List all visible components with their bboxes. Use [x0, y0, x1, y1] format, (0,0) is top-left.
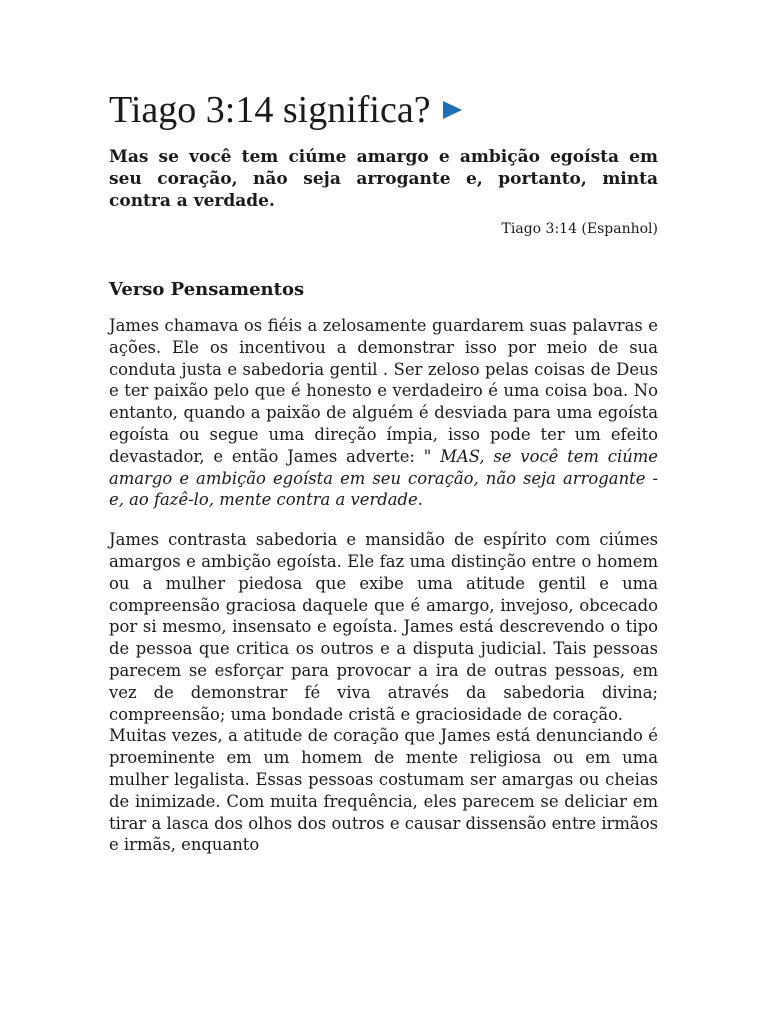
verse-reference: Tiago 3:14 (Espanhol): [501, 221, 658, 237]
verse-text: Mas se você tem ciúme amargo e ambição egoísta em seu coração, não seja arrogante e, portanto, minta contra a verdade.: [109, 147, 658, 211]
document-page: [109, 88, 658, 856]
paragraph-1: [109, 315, 658, 511]
paragraph-2: James contrasta sabedoria e mansidão de espírito com ciúmes amargos e ambição egoísta. Ele faz uma distinção entre o homem ou a mulher piedosa que exibe uma atitude gentil e uma compreensão graciosa daquele que é amargo, invejoso, obcecado por si mesmo, insensato e egoísta. James está descrevendo o tipo de pessoa que critica os outros e a disputa judicial. Tais pessoas parecem se esforçar para provocar a ira de outras pessoas, em vez de demonstrar fé viva através da sabedoria divina; compreensão; uma bondade cristã e graciosidade de coração.: [109, 530, 658, 724]
page-title: [109, 88, 658, 132]
paragraph-3: Muitas vezes, a atitude de coração que James está denunciando é proeminente em um homem de mente religiosa ou em uma mulher legalista. Essas pessoas costumam ser amargas ou cheias de inimizade. Com muita frequência, eles parecem se deliciar em tirar a lasca dos olhos dos outros e causar dissensão entre irmãos e irmãs, enquanto: [109, 726, 658, 855]
page-title-text: Tiago 3:14 significa?: [109, 89, 431, 131]
paragraph-1-text: James chamava os fiéis a zelosamente guardarem suas palavras e ações. Ele os incentivou a demonstrar isso por meio de sua conduta justa e sabedoria gentil . Ser zeloso pelas coisas de Deus e ter paixão pelo que é honesto e verdadeiro é uma coisa boa. No entanto, quando a paixão de alguém é desviada para uma egoísta egoísta ou segue uma direção ímpia, isso pode ter um efeito devastador, e então James adverte: ": [109, 316, 658, 466]
paragraph-1-end: .: [417, 490, 423, 510]
section-heading: Verso Pensamentos: [109, 279, 305, 300]
play-icon[interactable]: [443, 101, 462, 119]
paragraph-1-quote: MAS, se você tem ciúme amargo e ambição egoísta em seu coração, não seja arrogante - e, ao fazê-lo, mente contra a verdade: [109, 446, 659, 510]
